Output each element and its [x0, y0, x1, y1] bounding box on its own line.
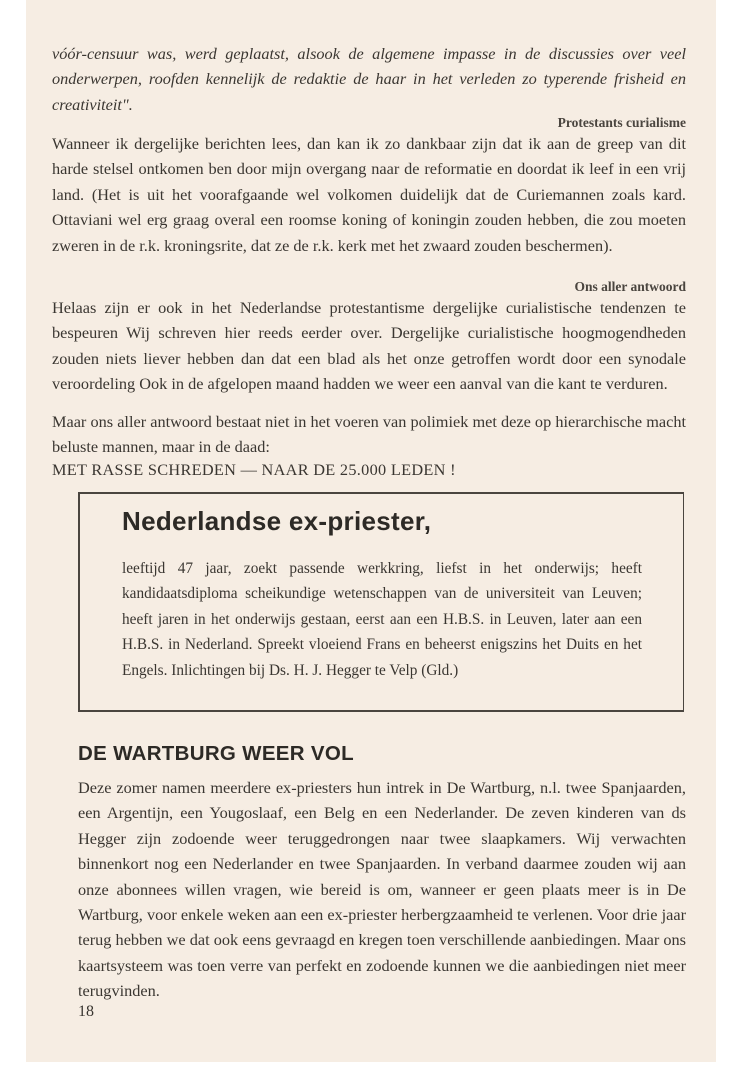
advert-title: Nederlandse ex-priester,	[122, 506, 432, 536]
advert-box	[78, 492, 684, 712]
paragraph-wartburg: Deze zomer namen meerdere ex-priesters hun intrek in De Wartburg, n.l. twee Spanjaarden, een Argentijn, een Yougoslaaf, een Belg en een Nederlander. De zeven kinderen van ds Hegger zijn zodoende weer teruggedrongen naar twee slaapkamers. Wij verwachten binnenkort nog een Nederlander en twee Spanjaarden. In verband daarmee zouden wij aan onze abonnees willen vragen, wie bereid is om, wanneer er geen plaats meer is in De Wartburg, voor enkele weken aan een ex-priester herbergzaamheid te verlenen. Voor drie jaar terug hebben we dat ook eens gevraagd en kregen toen verschillende aanbiedingen. Maar ons kaartsysteem was toen verre van perfekt en zodoende kunnen we die aanbiedingen niet meer terugvinden.	[78, 778, 686, 1001]
intro-paragraph: vóór-censuur was, werd geplaatst, alsook de algemene impasse in de discussies over veel onderwerpen, roofden kennelijk de redaktie de haar in het verleden zo typerende frisheid en creativiteit".	[52, 44, 686, 114]
paragraph-antwoord-2: Maar ons aller antwoord bestaat niet in het voeren van polimiek met deze op hierarchische macht beluste mannen, maar in de daad:	[52, 412, 686, 457]
paragraph-antwoord-1: Helaas zijn er ook in het Nederlandse protestantisme dergelijke curialistische tendenzen te bespeuren Wij schreven hier reeds eerder over. Dergelijke curialistische hoogmogendheden zouden niets liever hebben dan dat een blad als het onze getroffen wordt door een synodale veroordeling Ook in de afgelopen maand hadden we weer een aanval van die kant te verduren.	[52, 298, 686, 394]
slogan: MET RASSE SCHREDEN — NAAR DE 25.000 LEDEN !	[52, 460, 456, 479]
page-number: 18	[78, 1003, 94, 1020]
paragraph-curialisme: Wanneer ik dergelijke berichten lees, dan kan ik zo dankbaar zijn dat ik aan de greep van dit harde stelsel ontkomen ben door mijn overgang naar de reformatie en doordat ik leef in een vrij land. (Het is uit het voorafgaande wel volkomen duidelijk dat de Curiemannen zoals kard. Ottaviani wel erg graag overal een roomse koning of koningin zouden hebben, die zou moeten zweren in de r.k. kroningsrite, dat ze de r.k. kerk met het zwaard zouden beschermen).	[52, 134, 686, 255]
section-heading-protestants-curialisme: Protestants curialisme	[557, 115, 686, 130]
advert-body: leeftijd 47 jaar, zoekt passende werkkring, liefst in het onderwijs; heeft kandidaatsdiploma scheikundige wetenschappen van de universiteit van Leuven; heeft jaren in het onderwijs gestaan, eerst aan een H.B.S. in Leuven, later aan een H.B.S. in Nederland. Spreekt vloeiend Frans en beheerst enigszins het Duits en het Engels. Inlichtingen bij Ds. H. J. Hegger te Velp (Gld.)	[122, 560, 642, 679]
section-heading-ons-aller-antwoord: Ons aller antwoord	[574, 279, 686, 294]
section-title-wartburg: DE WARTBURG WEER VOL	[78, 742, 354, 765]
